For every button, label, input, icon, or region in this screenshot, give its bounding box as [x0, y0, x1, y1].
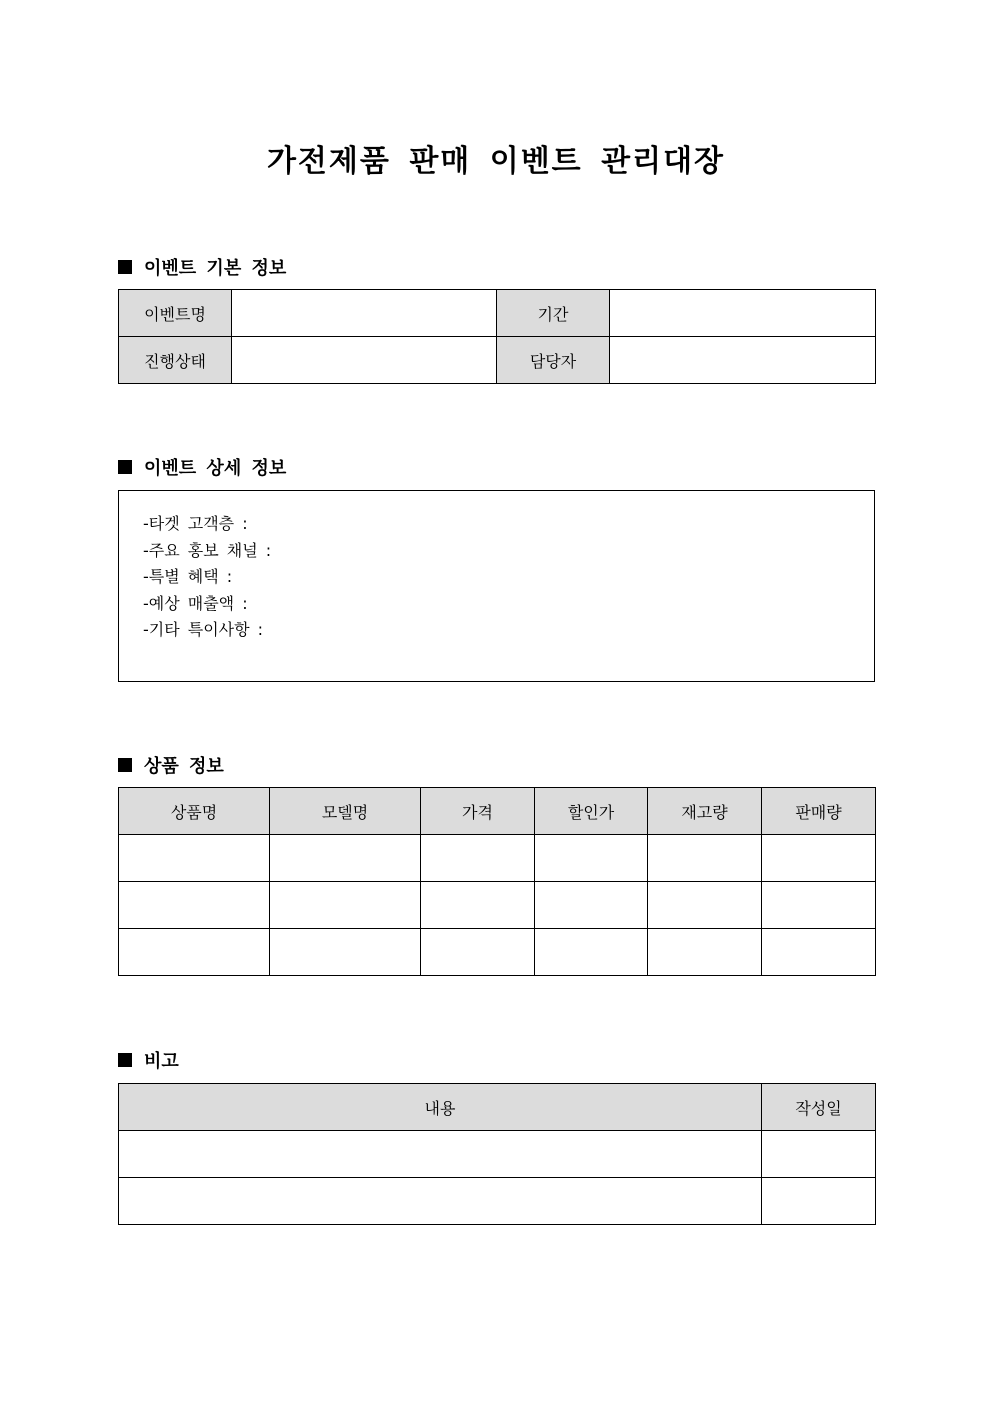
section-heading-basic-text: 이벤트 기본 정보 — [144, 258, 287, 279]
table-cell[interactable] — [762, 1178, 876, 1225]
table-cell[interactable] — [119, 1131, 762, 1178]
section-heading-remarks — [118, 1047, 179, 1073]
table-header-row — [119, 788, 876, 835]
section-heading-products-text: 상품 정보 — [144, 756, 224, 777]
label-period: 기간 — [497, 290, 610, 337]
table-cell[interactable] — [648, 882, 762, 929]
period-field[interactable] — [610, 290, 876, 337]
event-name-field[interactable] — [232, 290, 497, 337]
product-table — [118, 787, 876, 976]
section-heading-detail — [118, 454, 286, 480]
col-header-price: 가격 — [421, 788, 535, 835]
col-header-content: 내용 — [119, 1084, 762, 1131]
table-cell[interactable] — [270, 835, 421, 882]
col-header-discount-price: 할인가 — [535, 788, 648, 835]
table-cell[interactable] — [648, 929, 762, 976]
table-row — [119, 1131, 876, 1178]
label-event-name: 이벤트명 — [119, 290, 232, 337]
table-cell[interactable] — [762, 1131, 876, 1178]
col-header-date-written: 작성일 — [762, 1084, 876, 1131]
detail-line-benefit: -특별 혜택 : — [143, 567, 233, 586]
detail-lines — [143, 511, 271, 644]
progress-status-field[interactable] — [232, 337, 497, 384]
col-header-sales: 판매량 — [762, 788, 876, 835]
detail-line-target: -타겟 고객층 : — [143, 514, 248, 533]
table-row — [119, 882, 876, 929]
table-cell[interactable] — [119, 882, 270, 929]
basic-info-table — [118, 289, 876, 384]
table-cell[interactable] — [270, 929, 421, 976]
table-header-row — [119, 1084, 876, 1131]
label-manager: 담당자 — [497, 337, 610, 384]
document-title: 가전제품 판매 이벤트 관리대장 — [266, 144, 726, 179]
table-cell[interactable] — [119, 835, 270, 882]
square-bullet-icon — [118, 260, 132, 274]
col-header-stock: 재고량 — [648, 788, 762, 835]
event-detail-box[interactable] — [118, 490, 875, 682]
table-cell[interactable] — [421, 835, 535, 882]
square-bullet-icon — [118, 460, 132, 474]
section-heading-remarks-text: 비고 — [144, 1051, 179, 1072]
table-row — [119, 929, 876, 976]
manager-field[interactable] — [610, 337, 876, 384]
col-header-product-name: 상품명 — [119, 788, 270, 835]
section-heading-basic — [118, 254, 286, 280]
table-cell[interactable] — [762, 882, 876, 929]
table-cell[interactable] — [119, 1178, 762, 1225]
detail-line-etc: -기타 특이사항 : — [143, 620, 264, 639]
table-cell[interactable] — [762, 929, 876, 976]
table-cell[interactable] — [270, 882, 421, 929]
table-row — [119, 290, 876, 337]
table-cell[interactable] — [535, 882, 648, 929]
section-heading-detail-text: 이벤트 상세 정보 — [144, 458, 287, 479]
table-cell[interactable] — [535, 929, 648, 976]
detail-line-channel: -주요 홍보 채널 : — [143, 540, 272, 560]
label-progress-status: 진행상태 — [119, 337, 232, 384]
table-cell[interactable] — [421, 882, 535, 929]
table-row — [119, 1178, 876, 1225]
table-row — [119, 337, 876, 384]
table-cell[interactable] — [762, 835, 876, 882]
table-cell[interactable] — [535, 835, 648, 882]
table-row — [119, 835, 876, 882]
table-cell[interactable] — [119, 929, 270, 976]
section-heading-products — [118, 752, 224, 778]
table-cell[interactable] — [648, 835, 762, 882]
detail-line-expected-sales: -예상 매출액 : — [143, 593, 248, 613]
col-header-model-name: 모델명 — [270, 788, 421, 835]
square-bullet-icon — [118, 1053, 132, 1067]
square-bullet-icon — [118, 758, 132, 772]
remarks-table — [118, 1083, 876, 1225]
table-cell[interactable] — [421, 929, 535, 976]
